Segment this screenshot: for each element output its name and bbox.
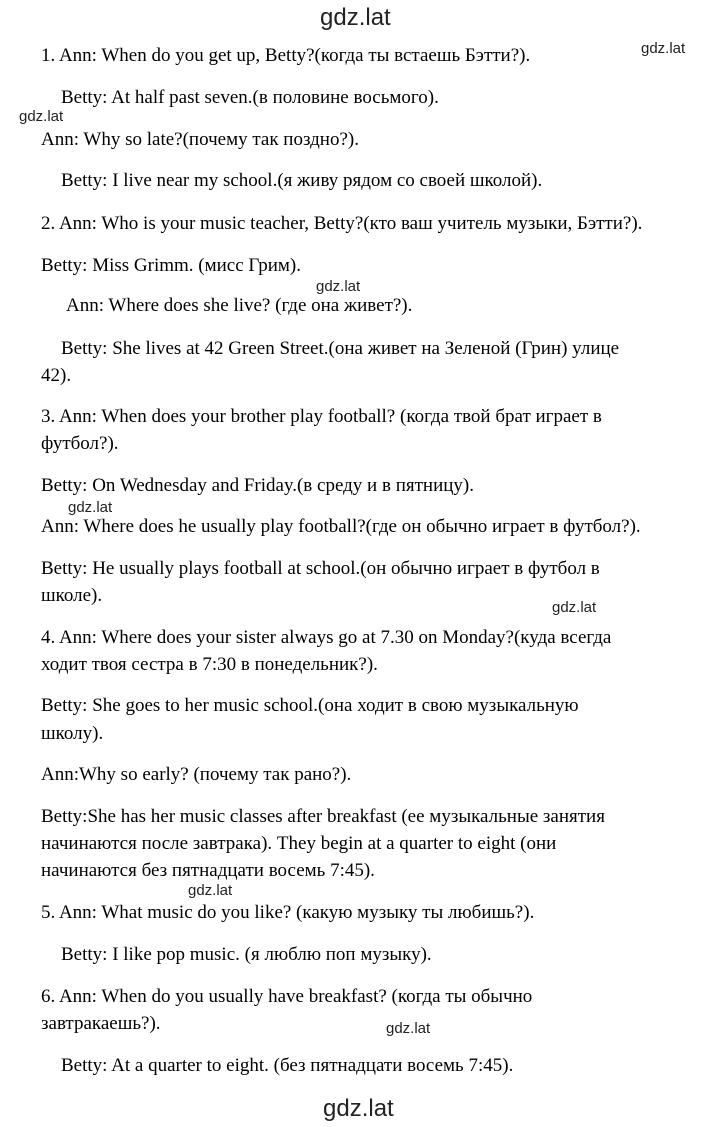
dialogue-line: Betty: I like pop music. (я люблю поп музыку).	[61, 944, 432, 965]
dialogue-line: 5. Ann: What music do you like? (какую музыку ты любишь?).	[41, 902, 535, 923]
dialogue-line: Betty: At half past seven.(в половине восьмого).	[61, 87, 439, 108]
dialogue-line: Betty: She lives at 42 Green Street.(она живет на Зеленой (Грин) улице	[61, 338, 620, 359]
watermark-small: gdz.lat	[386, 1020, 431, 1037]
dialogue-line: школе).	[41, 585, 103, 606]
watermark-small: gdz.lat	[68, 499, 113, 516]
dialogue-line: Betty: I live near my school.(я живу рядом со своей школой).	[61, 170, 543, 191]
dialogue-line: 42).	[41, 365, 72, 386]
dialogue-line: Betty: She goes to her music school.(она ходит в свою музыкальную	[41, 695, 579, 716]
dialogue-line: футбол?).	[41, 433, 119, 454]
dialogue-line: Ann:Why so early? (почему так рано?).	[41, 764, 352, 785]
dialogue-line: школу).	[41, 723, 104, 744]
dialogue-line: завтракаешь?).	[41, 1013, 161, 1034]
dialogue-line: 4. Ann: Where does your sister always go at 7.30 on Monday?(куда всегда	[41, 627, 612, 648]
dialogue-line: 1. Ann: When do you get up, Betty?(когда ты встаешь Бэтти?).	[41, 45, 531, 66]
watermark-small: gdz.lat	[188, 882, 233, 899]
dialogue-line: Betty:She has her music classes after breakfast (ее музыкальные занятия	[41, 806, 605, 827]
dialogue-line: Ann: Why so late?(почему так поздно?).	[41, 129, 359, 150]
watermark-footer: gdz.lat	[323, 1095, 394, 1122]
dialogue-line: 6. Ann: When do you usually have breakfast? (когда ты обычно	[41, 986, 533, 1007]
dialogue-line: ходит твоя сестра в 7:30 в понедельник?).	[41, 654, 378, 675]
watermark-small: gdz.lat	[552, 599, 597, 616]
dialogue-line: Betty: Miss Grimm. (мисс Грим).	[41, 255, 301, 276]
dialogue-line: Betty: He usually plays football at school.(он обычно играет в футбол в	[41, 558, 600, 579]
watermark-header: gdz.lat	[320, 4, 391, 31]
watermark-small: gdz.lat	[19, 108, 64, 125]
dialogue-line: начинаются без пятнадцати восемь 7:45).	[41, 860, 375, 881]
dialogue-line: 2. Ann: Who is your music teacher, Betty?(кто ваш учитель музыки, Бэтти?).	[41, 213, 643, 234]
watermark-small: gdz.lat	[316, 278, 361, 295]
dialogue-line: 3. Ann: When does your brother play football? (когда твой брат играет в	[41, 406, 602, 427]
dialogue-line: Ann: Where does she live? (где она живет?).	[66, 295, 413, 316]
dialogue-line: Betty: On Wednesday and Friday.(в среду и в пятницу).	[41, 475, 474, 496]
dialogue-line: Betty: At a quarter to eight. (без пятнадцати восемь 7:45).	[61, 1055, 514, 1076]
watermark-small: gdz.lat	[641, 40, 686, 57]
dialogue-line: Ann: Where does he usually play football?(где он обычно играет в футбол?).	[41, 516, 641, 537]
dialogue-line: начинаются после завтрака). They begin at a quarter to eight (они	[41, 833, 557, 854]
